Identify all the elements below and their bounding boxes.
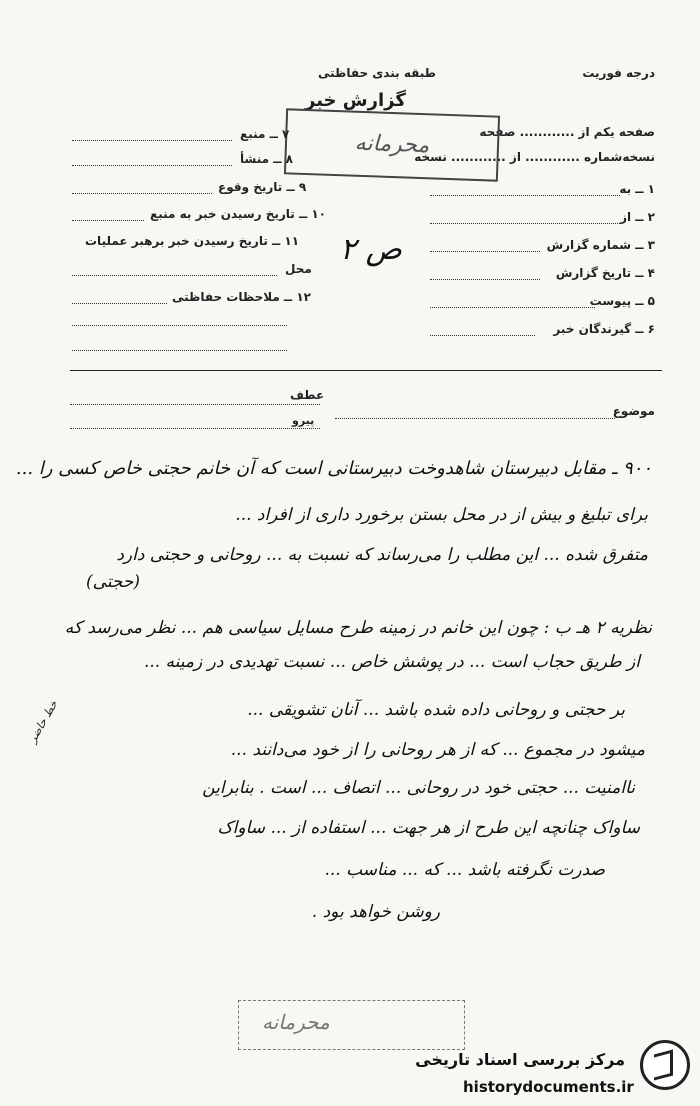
- field-origin-line: [72, 165, 232, 166]
- archive-logo-book-icon: [654, 1049, 673, 1080]
- field-location-line: [72, 275, 277, 276]
- handwritten-page-mark: ص ۲: [340, 232, 402, 267]
- page-of-field: صفحه یکم از ............ صفحه: [479, 125, 655, 139]
- field-security-notes-line: [72, 303, 167, 304]
- body-line-7: بر حجتی و روحانی داده شده باشد ... آنان تشویقی ...: [247, 700, 625, 720]
- field-from: ۲ ــ از: [620, 210, 655, 224]
- field-event-date: ۹ ــ تاریخ وقوع: [218, 180, 307, 194]
- body-line-6: از طریق حجاب است ... در پوشش خاص ... نسبت تهدیدی در زمینه ...: [143, 652, 640, 672]
- followup-label: پیرو: [292, 414, 315, 427]
- field-recipients: ۶ ــ گیرندگان خبر: [553, 322, 655, 336]
- field-location: محل: [285, 262, 312, 276]
- field-report-date-line: [430, 279, 540, 280]
- field-attachment-line: [430, 307, 595, 308]
- body-line-8: میشود در مجموع ... که از هر روحانی را از خود می‌دانند ...: [230, 740, 645, 760]
- notes-line-3: [72, 350, 287, 351]
- reference-line: [70, 404, 320, 405]
- notes-line-2: [72, 325, 287, 326]
- field-from-line: [430, 223, 620, 224]
- body-line-9: ناامنیت ... حجتی خود در روحانی ... اتصاف ... است . بنابراین: [202, 778, 635, 798]
- field-report-number: ۳ ــ شماره گزارش: [546, 238, 655, 252]
- body-line-5: نظریه ۲ هـ ب : چون این خانم در زمینه طرح مسایل سیاسی هم ... نظر می‌رسد که: [64, 618, 652, 638]
- field-attachment: ۵ ــ پیوست: [589, 294, 655, 308]
- field-event-date-line: [72, 193, 212, 194]
- body-line-10: ساواک چنانچه این طرح از هر جهت ... استفاده از ... ساواک: [217, 818, 640, 838]
- field-recipients-line: [430, 335, 535, 336]
- field-source-date: ۱۰ ــ تاریخ رسیدن خبر به منبع: [150, 207, 326, 221]
- followup-line: [70, 428, 320, 429]
- body-line-4: (حجتی): [85, 572, 140, 592]
- body-line-3: متفرق شده ... این مطلب را می‌رساند که نسبت به ... روحانی و حجتی دارد: [116, 545, 648, 565]
- reference-label: عطف: [290, 388, 325, 402]
- subject-line: [335, 418, 615, 419]
- field-report-number-line: [430, 251, 540, 252]
- copy-number-field: نسخه‌شماره ............ از ............ نسخه: [414, 150, 655, 164]
- field-to-line: [430, 195, 620, 196]
- field-security-notes: ۱۲ ــ ملاحظات حفاظتی: [172, 290, 311, 304]
- archive-org-name: مرکز بررسی اسناد تاریخی: [415, 1050, 625, 1069]
- archive-website: historydocuments.ir: [463, 1078, 634, 1096]
- field-operation-date: ۱۱ ــ تاریخ رسیدن خبر برهبر عملیات: [85, 234, 300, 248]
- body-line-11: صدرت نگرفته باشد ... که ... مناسب ...: [324, 860, 605, 880]
- classification-label: طبقه بندی حفاظتی: [318, 66, 436, 80]
- field-source: ۷ ــ منبع: [240, 127, 290, 141]
- field-source-line: [72, 140, 232, 141]
- subject-label: موضوع: [612, 404, 655, 418]
- body-line-1: ۹۰۰ ـ مقابل دبیرستان شاهدوخت دبیرستانی است که آن خانم حجتی خاص کسی را ...: [15, 458, 652, 479]
- document-title: گزارش خبر: [305, 90, 406, 111]
- body-line-12: روشن خواهد بود .: [311, 902, 440, 922]
- confidential-stamp: محرمانه: [284, 108, 500, 181]
- body-line-2: برای تبلیغ و بیش از در محل بستن برخورد داری از افراد ...: [235, 505, 648, 525]
- priority-label: درجه فوریت: [582, 66, 655, 80]
- header-separator: [70, 370, 662, 371]
- field-origin: ۸ ــ منشأ: [240, 152, 293, 166]
- field-report-date: ۴ ــ تاریخ گزارش: [555, 266, 655, 280]
- field-to: ۱ ــ به: [619, 182, 655, 196]
- margin-note: خط حاضر: [25, 698, 61, 745]
- field-source-date-line: [72, 220, 144, 221]
- bottom-stamp-text: محرمانه: [262, 1010, 330, 1034]
